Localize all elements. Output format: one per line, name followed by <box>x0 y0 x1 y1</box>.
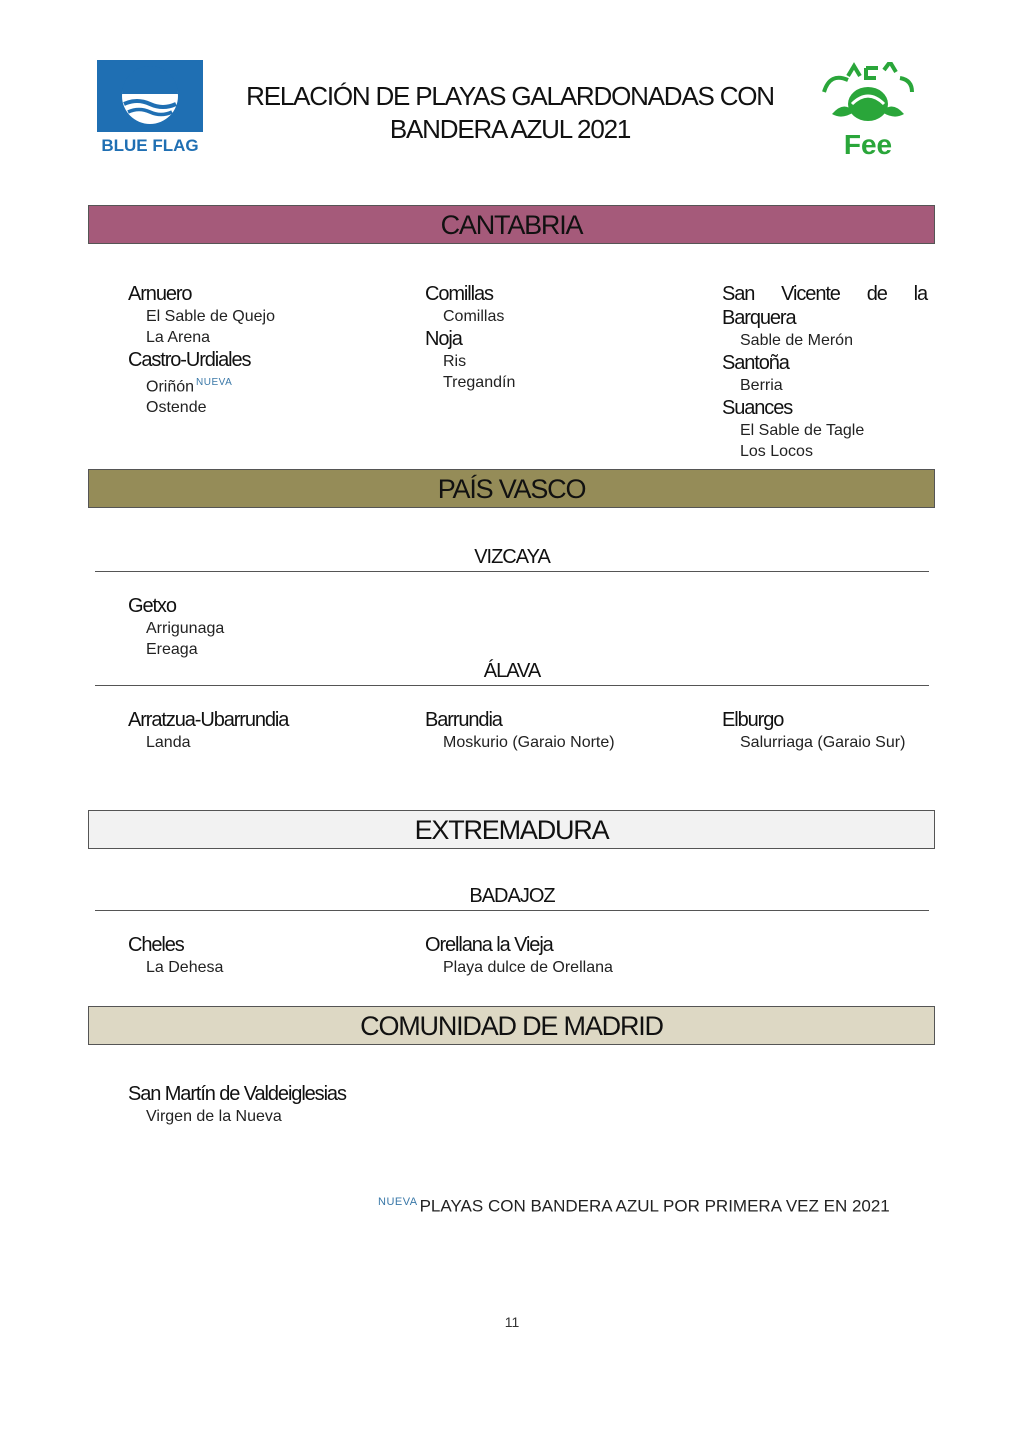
beach-la-arena: La Arena <box>146 329 211 346</box>
page-number: 11 <box>504 1314 520 1330</box>
fee-logo <box>818 62 918 160</box>
cantabria-column-2 <box>425 282 630 393</box>
beach-la-dehesa: La Dehesa <box>146 959 224 976</box>
alava-column-2 <box>425 708 685 753</box>
region-header-comunidad-de-madrid: COMUNIDAD DE MADRID <box>88 1006 935 1045</box>
badajoz-column-1 <box>128 933 388 978</box>
word-la: la <box>913 283 927 305</box>
document-title <box>210 80 810 146</box>
nueva-badge: NUEVA <box>196 377 233 388</box>
beach-ereaga: Ereaga <box>146 641 198 658</box>
province-header-vizcaya: VIZCAYA <box>95 545 929 572</box>
beach-sable-de-meron: Sable de Merón <box>740 332 853 349</box>
municipality-arratzua-ubarrundia: Arratzua-Ubarrundia <box>128 709 289 731</box>
word-san: San <box>722 283 755 305</box>
beach-el-sable-de-tagle: El Sable de Tagle <box>740 422 865 439</box>
municipality-noja: Noja <box>425 328 462 350</box>
municipality-getxo: Getxo <box>128 595 176 617</box>
beach-virgen-de-la-nueva: Virgen de la Nueva <box>146 1108 282 1125</box>
beach-moskurio: Moskurio (Garaio Norte) <box>443 734 615 751</box>
blue-flag-logo-text: BLUE FLAG <box>101 136 199 155</box>
cantabria-column-3 <box>722 282 927 462</box>
badajoz-column-2 <box>425 933 685 978</box>
legend-text: PLAYAS CON BANDERA AZUL POR PRIMERA VEZ EN 2021 <box>419 1196 890 1216</box>
municipality-suances: Suances <box>722 397 793 419</box>
municipality-cheles: Cheles <box>128 934 184 956</box>
province-header-badajoz: BADAJOZ <box>95 884 929 911</box>
alava-column-3 <box>722 708 932 753</box>
beach-los-locos: Los Locos <box>740 443 813 460</box>
municipality-elburgo: Elburgo <box>722 709 784 731</box>
region-header-extremadura: EXTREMADURA <box>88 810 935 849</box>
beach-ostende: Ostende <box>146 399 207 417</box>
beach-salurriaga: Salurriaga (Garaio Sur) <box>740 734 906 751</box>
word-vicente: Vicente <box>781 283 840 305</box>
document-title-line-1: RELACIÓN DE PLAYAS GALARDONADAS CON <box>246 81 774 111</box>
legend-nueva-badge: NUEVA <box>378 1196 418 1208</box>
municipality-orellana-la-vieja: Orellana la Vieja <box>425 934 553 956</box>
beach-el-sable-de-quejo: El Sable de Quejo <box>146 308 275 325</box>
cantabria-column-1 <box>128 282 333 418</box>
municipality-comillas: Comillas <box>425 283 493 305</box>
beach-playa-dulce-de-orellana: Playa dulce de Orellana <box>443 959 613 976</box>
municipality-santona: Santoña <box>722 352 789 374</box>
municipality-barrundia: Barrundia <box>425 709 502 731</box>
municipality-castro-urdiales: Castro-Urdiales <box>128 349 251 371</box>
madrid-column-1 <box>128 1082 448 1127</box>
province-header-alava: ÁLAVA <box>95 659 929 686</box>
nueva-legend <box>378 1196 890 1217</box>
municipality-san-vicente-de-la-barquera <box>722 282 927 306</box>
vizcaya-column-1 <box>128 594 333 660</box>
region-header-pais-vasco: PAÍS VASCO <box>88 469 935 508</box>
beach-orinon: Oriñón <box>146 378 195 396</box>
municipality-arnuero: Arnuero <box>128 283 192 305</box>
municipality-san-martin-de-valdeiglesias: San Martín de Valdeiglesias <box>128 1083 346 1105</box>
word-de: de <box>866 283 887 305</box>
municipality-barquera-line: Barquera <box>722 307 796 329</box>
beach-orinon-row <box>146 372 333 397</box>
region-header-cantabria: CANTABRIA <box>88 205 935 244</box>
fee-logo-text: Fee <box>843 129 893 160</box>
alava-column-1 <box>128 708 388 753</box>
document-title-line-2: BANDERA AZUL 2021 <box>389 114 631 144</box>
beach-ris: Ris <box>443 353 467 370</box>
beach-landa: Landa <box>146 734 191 751</box>
beach-arrigunaga: Arrigunaga <box>146 620 225 637</box>
beach-tregandin: Tregandín <box>443 374 516 391</box>
beach-comillas: Comillas <box>443 308 505 325</box>
blue-flag-logo <box>97 60 203 156</box>
beach-berria: Berria <box>740 377 783 394</box>
